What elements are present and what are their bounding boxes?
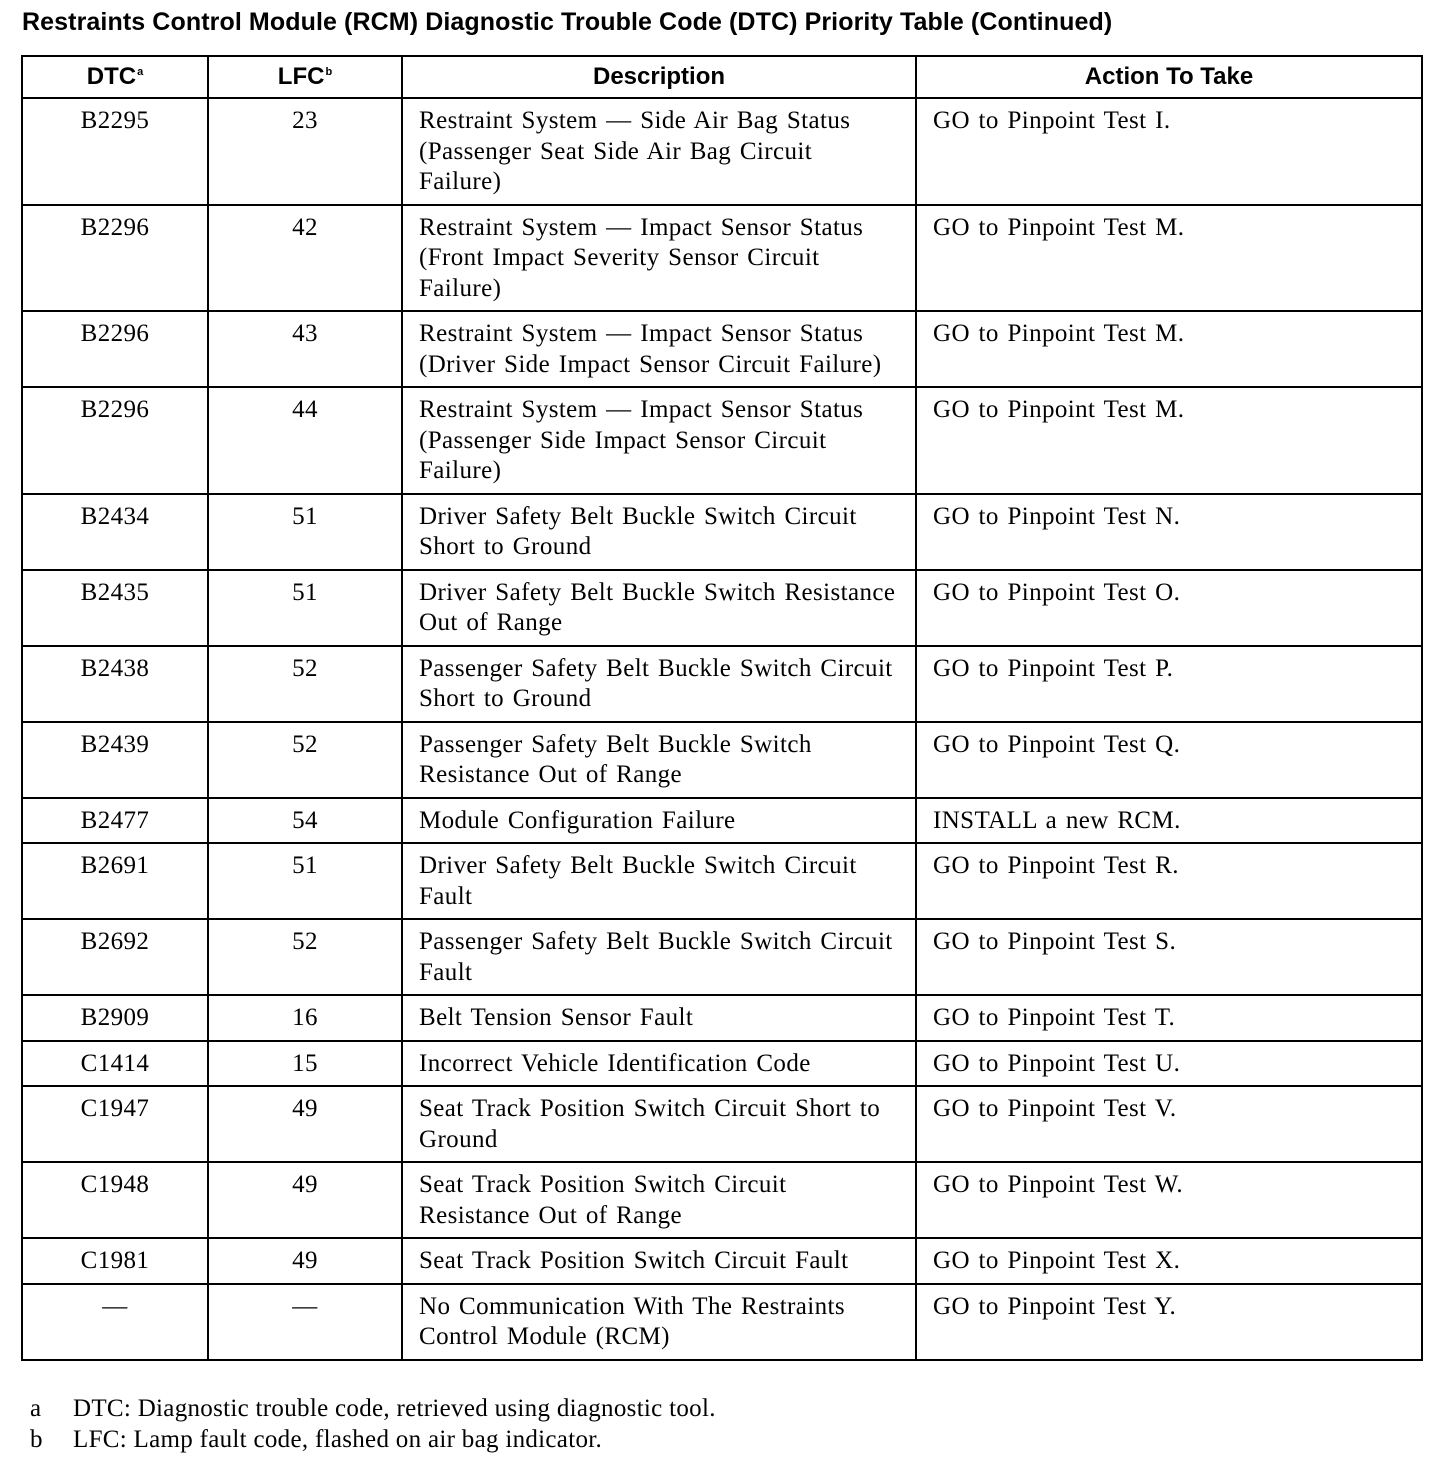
description-cell: Seat Track Position Switch Circuit Resistance Out of Range <box>402 1162 916 1238</box>
table-body <box>22 98 1422 1360</box>
lfc-cell: 23 <box>208 98 402 205</box>
action-cell: GO to Pinpoint Test Q. <box>916 722 1422 798</box>
lfc-cell: 43 <box>208 311 402 387</box>
action-cell: GO to Pinpoint Test I. <box>916 98 1422 205</box>
dtc-cell: B2691 <box>22 843 208 919</box>
table-row <box>22 1162 1422 1238</box>
description-cell: Restraint System — Impact Sensor Status (Front Impact Severity Sensor Circuit Failure) <box>402 205 916 312</box>
action-cell: GO to Pinpoint Test T. <box>916 995 1422 1041</box>
description-cell: Passenger Safety Belt Buckle Switch Resistance Out of Range <box>402 722 916 798</box>
dtc-cell: — <box>22 1284 208 1360</box>
lfc-cell: 44 <box>208 387 402 494</box>
dtc-cell: B2295 <box>22 98 208 205</box>
action-cell: GO to Pinpoint Test V. <box>916 1086 1422 1162</box>
description-cell: Driver Safety Belt Buckle Switch Resistance Out of Range <box>402 570 916 646</box>
lfc-cell: 51 <box>208 843 402 919</box>
table-row <box>22 1284 1422 1360</box>
lfc-cell: 15 <box>208 1041 402 1087</box>
description-cell: Passenger Safety Belt Buckle Switch Circuit Fault <box>402 919 916 995</box>
action-cell: INSTALL a new RCM. <box>916 798 1422 844</box>
column-header-label: DTC <box>86 63 137 90</box>
footnote <box>30 1425 716 1456</box>
lfc-cell: 51 <box>208 570 402 646</box>
table-row <box>22 205 1422 312</box>
column-header-action <box>916 56 1422 98</box>
footnote-text: LFC: Lamp fault code, flashed on air bag indicator. <box>73 1425 603 1453</box>
dtc-cell: B2435 <box>22 570 208 646</box>
dtc-cell: B2296 <box>22 311 208 387</box>
lfc-cell: 49 <box>208 1238 402 1284</box>
table-header-row <box>22 56 1422 98</box>
dtc-cell: C1414 <box>22 1041 208 1087</box>
dtc-cell: B2439 <box>22 722 208 798</box>
dtc-cell: B2692 <box>22 919 208 995</box>
column-header-note: b <box>325 66 333 78</box>
lfc-cell: 52 <box>208 722 402 798</box>
dtc-cell: B2477 <box>22 798 208 844</box>
description-cell: Driver Safety Belt Buckle Switch Circuit Short to Ground <box>402 494 916 570</box>
table-row <box>22 995 1422 1041</box>
action-cell: GO to Pinpoint Test N. <box>916 494 1422 570</box>
footnote-mark: a <box>30 1395 42 1422</box>
description-cell: Restraint System — Side Air Bag Status (Passenger Seat Side Air Bag Circuit Failure) <box>402 98 916 205</box>
footnote-mark: b <box>30 1425 43 1453</box>
dtc-cell: C1948 <box>22 1162 208 1238</box>
dtc-cell: B2434 <box>22 494 208 570</box>
description-cell: Restraint System — Impact Sensor Status (Passenger Side Impact Sensor Circuit Failure) <box>402 387 916 494</box>
lfc-cell: 52 <box>208 646 402 722</box>
dtc-cell: B2296 <box>22 387 208 494</box>
dtc-cell: C1981 <box>22 1238 208 1284</box>
action-cell: GO to Pinpoint Test M. <box>916 387 1422 494</box>
dtc-priority-table <box>21 55 1423 1361</box>
column-header-dtc <box>22 56 208 98</box>
column-header-lfc <box>208 56 402 98</box>
table-row <box>22 1041 1422 1087</box>
description-cell: Seat Track Position Switch Circuit Short to Ground <box>402 1086 916 1162</box>
table-row <box>22 570 1422 646</box>
description-cell: Seat Track Position Switch Circuit Fault <box>402 1238 916 1284</box>
action-cell: GO to Pinpoint Test S. <box>916 919 1422 995</box>
footnote-text: DTC: Diagnostic trouble code, retrieved using diagnostic tool. <box>73 1395 716 1422</box>
table-row <box>22 311 1422 387</box>
page-title: Restraints Control Module (RCM) Diagnostic Trouble Code (DTC) Priority Table (Continued) <box>22 8 1113 36</box>
lfc-cell: 54 <box>208 798 402 844</box>
lfc-cell: — <box>208 1284 402 1360</box>
lfc-cell: 42 <box>208 205 402 312</box>
description-cell: Passenger Safety Belt Buckle Switch Circuit Short to Ground <box>402 646 916 722</box>
dtc-cell: B2909 <box>22 995 208 1041</box>
column-header-note: a <box>137 66 144 78</box>
action-cell: GO to Pinpoint Test M. <box>916 205 1422 312</box>
dtc-cell: B2296 <box>22 205 208 312</box>
description-cell: Belt Tension Sensor Fault <box>402 995 916 1041</box>
table-row <box>22 1086 1422 1162</box>
lfc-cell: 52 <box>208 919 402 995</box>
table-row <box>22 919 1422 995</box>
table-row <box>22 1238 1422 1284</box>
description-cell: Driver Safety Belt Buckle Switch Circuit Fault <box>402 843 916 919</box>
table-row <box>22 98 1422 205</box>
action-cell: GO to Pinpoint Test W. <box>916 1162 1422 1238</box>
action-cell: GO to Pinpoint Test P. <box>916 646 1422 722</box>
footnotes <box>30 1394 716 1455</box>
action-cell: GO to Pinpoint Test R. <box>916 843 1422 919</box>
footnote <box>30 1394 716 1425</box>
action-cell: GO to Pinpoint Test O. <box>916 570 1422 646</box>
description-cell: No Communication With The Restraints Control Module (RCM) <box>402 1284 916 1360</box>
dtc-cell: B2438 <box>22 646 208 722</box>
table-row <box>22 798 1422 844</box>
table-row <box>22 494 1422 570</box>
table-row <box>22 843 1422 919</box>
action-cell: GO to Pinpoint Test U. <box>916 1041 1422 1087</box>
table-row <box>22 387 1422 494</box>
description-cell: Module Configuration Failure <box>402 798 916 844</box>
column-header-description <box>402 56 916 98</box>
action-cell: GO to Pinpoint Test M. <box>916 311 1422 387</box>
dtc-cell: C1947 <box>22 1086 208 1162</box>
column-header-label: Description <box>592 63 726 90</box>
action-cell: GO to Pinpoint Test Y. <box>916 1284 1422 1360</box>
description-cell: Restraint System — Impact Sensor Status (Driver Side Impact Sensor Circuit Failure) <box>402 311 916 387</box>
table-row <box>22 646 1422 722</box>
column-header-label: Action To Take <box>1084 63 1254 90</box>
action-cell: GO to Pinpoint Test X. <box>916 1238 1422 1284</box>
lfc-cell: 16 <box>208 995 402 1041</box>
lfc-cell: 51 <box>208 494 402 570</box>
lfc-cell: 49 <box>208 1162 402 1238</box>
column-header-label: LFC <box>277 63 325 90</box>
lfc-cell: 49 <box>208 1086 402 1162</box>
table-row <box>22 722 1422 798</box>
description-cell: Incorrect Vehicle Identification Code <box>402 1041 916 1087</box>
